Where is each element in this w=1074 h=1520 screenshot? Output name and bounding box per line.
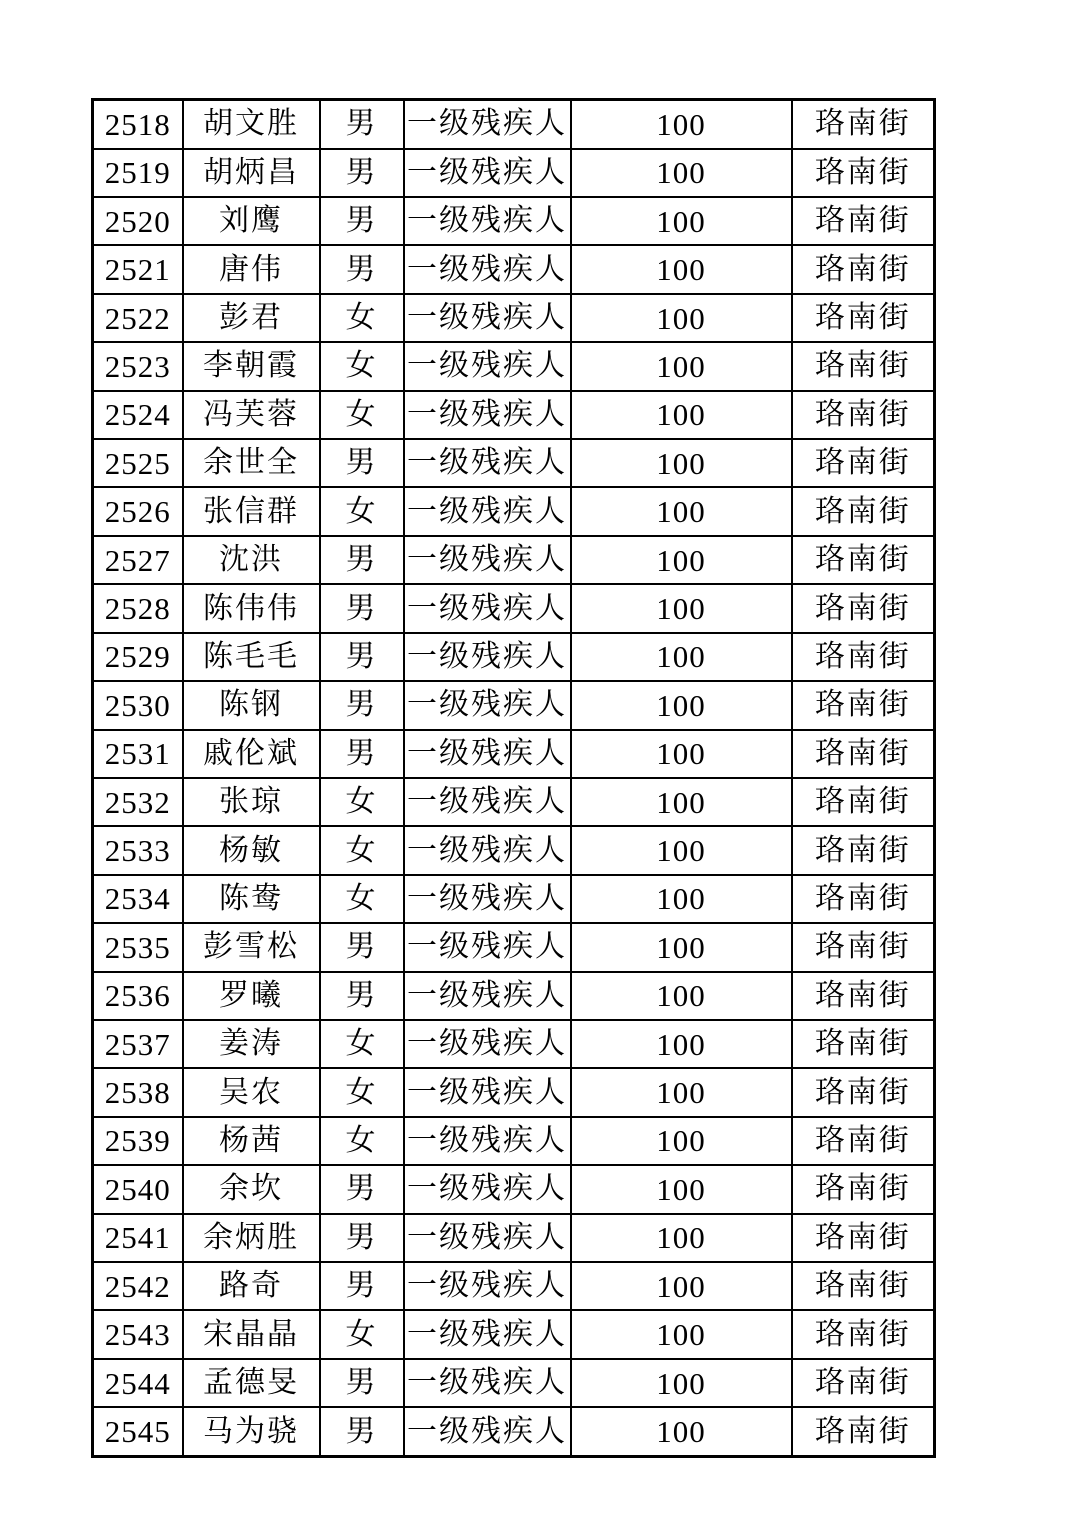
- cell-category: 一级残疾人: [404, 1068, 571, 1116]
- cell-gender: 男: [320, 681, 404, 729]
- cell-category: 一级残疾人: [404, 730, 571, 778]
- cell-amount: 100: [571, 633, 792, 681]
- cell-category: 一级残疾人: [404, 1020, 571, 1068]
- cell-street: 珞南街: [792, 1165, 935, 1213]
- cell-amount: 100: [571, 1117, 792, 1165]
- table-row: [93, 1407, 935, 1456]
- cell-category: 一级残疾人: [404, 923, 571, 971]
- cell-street: 珞南街: [792, 972, 935, 1020]
- cell-name: 唐伟: [183, 245, 320, 293]
- cell-gender: 男: [320, 1214, 404, 1262]
- cell-amount: 100: [571, 294, 792, 342]
- table-row: [93, 730, 935, 778]
- table-row: [93, 1262, 935, 1310]
- cell-id: 2521: [93, 245, 183, 293]
- cell-gender: 女: [320, 1068, 404, 1116]
- table-row: [93, 536, 935, 584]
- cell-name: 陈钢: [183, 681, 320, 729]
- cell-amount: 100: [571, 197, 792, 245]
- cell-name: 姜涛: [183, 1020, 320, 1068]
- cell-id: 2520: [93, 197, 183, 245]
- cell-name: 彭君: [183, 294, 320, 342]
- cell-id: 2529: [93, 633, 183, 681]
- cell-amount: 100: [571, 1407, 792, 1456]
- cell-name: 余炳胜: [183, 1214, 320, 1262]
- cell-id: 2523: [93, 342, 183, 390]
- table-row: [93, 342, 935, 390]
- cell-id: 2525: [93, 439, 183, 487]
- cell-category: 一级残疾人: [404, 972, 571, 1020]
- cell-category: 一级残疾人: [404, 536, 571, 584]
- table-row: [93, 923, 935, 971]
- cell-street: 珞南街: [792, 875, 935, 923]
- cell-category: 一级残疾人: [404, 197, 571, 245]
- cell-name: 罗曦: [183, 972, 320, 1020]
- cell-amount: 100: [571, 1020, 792, 1068]
- cell-street: 珞南街: [792, 1117, 935, 1165]
- cell-street: 珞南街: [792, 487, 935, 535]
- cell-name: 陈鸯: [183, 875, 320, 923]
- cell-category: 一级残疾人: [404, 391, 571, 439]
- cell-gender: 男: [320, 1262, 404, 1310]
- cell-name: 彭雪松: [183, 923, 320, 971]
- cell-gender: 男: [320, 149, 404, 197]
- cell-gender: 男: [320, 1407, 404, 1456]
- cell-id: 2528: [93, 584, 183, 632]
- cell-name: 胡文胜: [183, 100, 320, 149]
- table-row: [93, 1020, 935, 1068]
- cell-id: 2535: [93, 923, 183, 971]
- cell-name: 刘鹰: [183, 197, 320, 245]
- cell-category: 一级残疾人: [404, 1165, 571, 1213]
- cell-amount: 100: [571, 584, 792, 632]
- cell-category: 一级残疾人: [404, 245, 571, 293]
- cell-street: 珞南街: [792, 1262, 935, 1310]
- cell-name: 张琼: [183, 778, 320, 826]
- cell-street: 珞南街: [792, 245, 935, 293]
- table-row: [93, 633, 935, 681]
- cell-amount: 100: [571, 1262, 792, 1310]
- cell-gender: 女: [320, 826, 404, 874]
- cell-amount: 100: [571, 730, 792, 778]
- roster-table-body: [93, 100, 935, 1457]
- cell-street: 珞南街: [792, 149, 935, 197]
- cell-amount: 100: [571, 391, 792, 439]
- cell-name: 路奇: [183, 1262, 320, 1310]
- cell-name: 戚伦斌: [183, 730, 320, 778]
- cell-id: 2526: [93, 487, 183, 535]
- cell-amount: 100: [571, 1359, 792, 1407]
- cell-name: 宋晶晶: [183, 1310, 320, 1358]
- table-row: [93, 197, 935, 245]
- cell-id: 2537: [93, 1020, 183, 1068]
- cell-amount: 100: [571, 100, 792, 149]
- cell-amount: 100: [571, 439, 792, 487]
- cell-gender: 女: [320, 391, 404, 439]
- table-row: [93, 487, 935, 535]
- cell-street: 珞南街: [792, 923, 935, 971]
- cell-amount: 100: [571, 149, 792, 197]
- cell-street: 珞南街: [792, 1407, 935, 1456]
- cell-street: 珞南街: [792, 1310, 935, 1358]
- cell-amount: 100: [571, 923, 792, 971]
- cell-street: 珞南街: [792, 826, 935, 874]
- cell-street: 珞南街: [792, 536, 935, 584]
- cell-name: 沈洪: [183, 536, 320, 584]
- cell-id: 2533: [93, 826, 183, 874]
- cell-id: 2519: [93, 149, 183, 197]
- cell-category: 一级残疾人: [404, 1262, 571, 1310]
- table-row: [93, 972, 935, 1020]
- cell-gender: 男: [320, 100, 404, 149]
- table-row: [93, 100, 935, 149]
- cell-gender: 女: [320, 342, 404, 390]
- cell-amount: 100: [571, 1214, 792, 1262]
- cell-category: 一级残疾人: [404, 1117, 571, 1165]
- cell-category: 一级残疾人: [404, 294, 571, 342]
- cell-id: 2540: [93, 1165, 183, 1213]
- table-row: [93, 294, 935, 342]
- table-row: [93, 875, 935, 923]
- cell-street: 珞南街: [792, 1359, 935, 1407]
- table-row: [93, 1359, 935, 1407]
- cell-name: 陈毛毛: [183, 633, 320, 681]
- roster-table: [91, 98, 936, 1458]
- cell-amount: 100: [571, 972, 792, 1020]
- cell-id: 2542: [93, 1262, 183, 1310]
- cell-gender: 男: [320, 439, 404, 487]
- cell-name: 胡炳昌: [183, 149, 320, 197]
- cell-street: 珞南街: [792, 778, 935, 826]
- cell-street: 珞南街: [792, 1214, 935, 1262]
- cell-category: 一级残疾人: [404, 778, 571, 826]
- cell-gender: 男: [320, 197, 404, 245]
- table-row: [93, 778, 935, 826]
- cell-gender: 男: [320, 1359, 404, 1407]
- cell-category: 一级残疾人: [404, 875, 571, 923]
- cell-gender: 男: [320, 730, 404, 778]
- cell-category: 一级残疾人: [404, 439, 571, 487]
- table-row: [93, 1117, 935, 1165]
- table-row: [93, 1214, 935, 1262]
- cell-amount: 100: [571, 487, 792, 535]
- cell-street: 珞南街: [792, 1020, 935, 1068]
- cell-amount: 100: [571, 826, 792, 874]
- cell-id: 2544: [93, 1359, 183, 1407]
- cell-category: 一级残疾人: [404, 149, 571, 197]
- cell-amount: 100: [571, 778, 792, 826]
- cell-id: 2534: [93, 875, 183, 923]
- cell-street: 珞南街: [792, 294, 935, 342]
- cell-gender: 女: [320, 487, 404, 535]
- cell-amount: 100: [571, 681, 792, 729]
- cell-name: 李朝霞: [183, 342, 320, 390]
- table-row: [93, 245, 935, 293]
- cell-street: 珞南街: [792, 391, 935, 439]
- cell-name: 冯芙蓉: [183, 391, 320, 439]
- table-row: [93, 1068, 935, 1116]
- cell-gender: 男: [320, 633, 404, 681]
- table-row: [93, 681, 935, 729]
- cell-gender: 男: [320, 536, 404, 584]
- table-row: [93, 584, 935, 632]
- cell-street: 珞南街: [792, 100, 935, 149]
- cell-gender: 男: [320, 1165, 404, 1213]
- cell-id: 2522: [93, 294, 183, 342]
- cell-street: 珞南街: [792, 681, 935, 729]
- cell-amount: 100: [571, 875, 792, 923]
- cell-gender: 女: [320, 875, 404, 923]
- cell-street: 珞南街: [792, 439, 935, 487]
- cell-amount: 100: [571, 1165, 792, 1213]
- cell-amount: 100: [571, 342, 792, 390]
- cell-name: 马为骁: [183, 1407, 320, 1456]
- cell-name: 杨敏: [183, 826, 320, 874]
- cell-gender: 女: [320, 294, 404, 342]
- cell-name: 孟德旻: [183, 1359, 320, 1407]
- cell-id: 2531: [93, 730, 183, 778]
- cell-category: 一级残疾人: [404, 1359, 571, 1407]
- cell-category: 一级残疾人: [404, 1407, 571, 1456]
- cell-name: 杨茜: [183, 1117, 320, 1165]
- table-row: [93, 1310, 935, 1358]
- cell-id: 2536: [93, 972, 183, 1020]
- table-row: [93, 1165, 935, 1213]
- cell-id: 2545: [93, 1407, 183, 1456]
- cell-id: 2530: [93, 681, 183, 729]
- cell-amount: 100: [571, 245, 792, 293]
- cell-id: 2524: [93, 391, 183, 439]
- cell-gender: 女: [320, 1310, 404, 1358]
- cell-category: 一级残疾人: [404, 100, 571, 149]
- cell-gender: 男: [320, 972, 404, 1020]
- cell-category: 一级残疾人: [404, 487, 571, 535]
- table-row: [93, 826, 935, 874]
- table-row: [93, 391, 935, 439]
- cell-gender: 女: [320, 1020, 404, 1068]
- cell-gender: 男: [320, 923, 404, 971]
- cell-gender: 女: [320, 778, 404, 826]
- cell-street: 珞南街: [792, 197, 935, 245]
- cell-name: 余世全: [183, 439, 320, 487]
- cell-id: 2541: [93, 1214, 183, 1262]
- cell-name: 吴农: [183, 1068, 320, 1116]
- table-row: [93, 439, 935, 487]
- cell-id: 2527: [93, 536, 183, 584]
- cell-id: 2532: [93, 778, 183, 826]
- cell-amount: 100: [571, 536, 792, 584]
- cell-street: 珞南街: [792, 584, 935, 632]
- cell-amount: 100: [571, 1068, 792, 1116]
- cell-id: 2518: [93, 100, 183, 149]
- cell-gender: 男: [320, 584, 404, 632]
- cell-street: 珞南街: [792, 1068, 935, 1116]
- cell-category: 一级残疾人: [404, 342, 571, 390]
- cell-category: 一级残疾人: [404, 633, 571, 681]
- cell-category: 一级残疾人: [404, 1310, 571, 1358]
- cell-id: 2543: [93, 1310, 183, 1358]
- cell-street: 珞南街: [792, 342, 935, 390]
- cell-category: 一级残疾人: [404, 681, 571, 729]
- cell-amount: 100: [571, 1310, 792, 1358]
- cell-gender: 女: [320, 1117, 404, 1165]
- cell-category: 一级残疾人: [404, 826, 571, 874]
- cell-name: 陈伟伟: [183, 584, 320, 632]
- cell-street: 珞南街: [792, 730, 935, 778]
- cell-category: 一级残疾人: [404, 584, 571, 632]
- cell-name: 张信群: [183, 487, 320, 535]
- table-row: [93, 149, 935, 197]
- cell-gender: 男: [320, 245, 404, 293]
- cell-id: 2539: [93, 1117, 183, 1165]
- cell-id: 2538: [93, 1068, 183, 1116]
- cell-name: 余坎: [183, 1165, 320, 1213]
- cell-street: 珞南街: [792, 633, 935, 681]
- cell-category: 一级残疾人: [404, 1214, 571, 1262]
